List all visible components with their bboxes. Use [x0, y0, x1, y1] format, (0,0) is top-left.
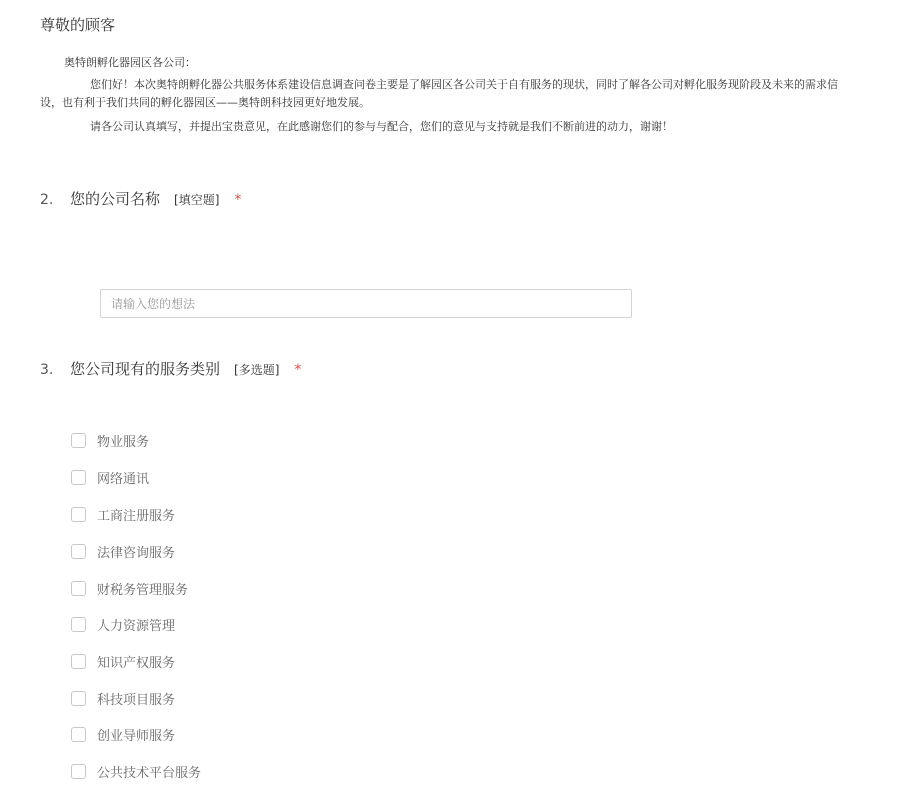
option-intellectual-property[interactable]: [71, 651, 175, 671]
question-number: 2.: [40, 192, 54, 208]
option-label: 财税务管理服务: [97, 582, 189, 598]
checkbox[interactable]: [71, 727, 86, 742]
question-text: 您的公司名称: [70, 190, 161, 208]
company-name-input[interactable]: [100, 289, 632, 318]
option-label: 网络通讯: [97, 471, 150, 487]
checkbox[interactable]: [71, 544, 86, 559]
option-business-registration[interactable]: [71, 504, 175, 524]
page-title: 尊敬的顾客: [40, 16, 116, 34]
option-network-communication[interactable]: [71, 467, 149, 487]
checkbox[interactable]: [71, 581, 86, 596]
option-label: 创业导师服务: [97, 728, 176, 744]
option-property-service[interactable]: [71, 430, 149, 450]
option-label: 知识产权服务: [97, 655, 176, 671]
checkbox[interactable]: [71, 507, 86, 522]
intro-paragraph-2: 请各公司认真填写，并提出宝贵意见，在此感谢您们的参与与配合，您们的意见与支持就是我们不断前进的动力，谢谢！: [90, 120, 673, 133]
option-startup-mentor[interactable]: [71, 724, 175, 744]
option-public-tech-platform[interactable]: [71, 761, 201, 781]
intro-paragraph-1-line-1: 您们好！本次奥特朗孵化器公共服务体系建设信息调查问卷主要是了解园区各公司关于自有服务的现状，同时了解各公司对孵化服务现阶段及未来的需求信: [90, 78, 838, 91]
option-finance-tax-management[interactable]: [71, 578, 188, 598]
option-label: 科技项目服务: [97, 692, 176, 708]
option-label: 工商注册服务: [97, 508, 176, 524]
checkbox[interactable]: [71, 470, 86, 485]
checkbox[interactable]: [71, 617, 86, 632]
option-human-resources[interactable]: [71, 614, 175, 634]
checkbox[interactable]: [71, 764, 86, 779]
intro-paragraph-1-line-2: 设，也有利于我们共同的孵化器园区——奥特朗科技园更好地发展。: [40, 96, 370, 109]
option-label: 人力资源管理: [97, 618, 176, 634]
question-number: 3.: [40, 362, 54, 378]
question-2-title: [40, 188, 241, 209]
question-text: 您公司现有的服务类别: [70, 360, 221, 378]
checkbox[interactable]: [71, 433, 86, 448]
option-tech-projects[interactable]: [71, 688, 175, 708]
option-label: 公共技术平台服务: [97, 765, 202, 781]
option-label: 法律咨询服务: [97, 545, 176, 561]
question-type-label: [填空题]: [174, 193, 220, 207]
checkbox[interactable]: [71, 654, 86, 669]
checkbox[interactable]: [71, 691, 86, 706]
intro-greeting: 奥特朗孵化器园区各公司：: [64, 56, 196, 69]
option-label: 物业服务: [97, 434, 150, 450]
required-marker: *: [294, 362, 302, 378]
required-marker: *: [234, 192, 242, 208]
option-legal-consulting[interactable]: [71, 541, 175, 561]
question-3-title: [40, 358, 301, 379]
question-type-label: [多选题]: [234, 363, 280, 377]
